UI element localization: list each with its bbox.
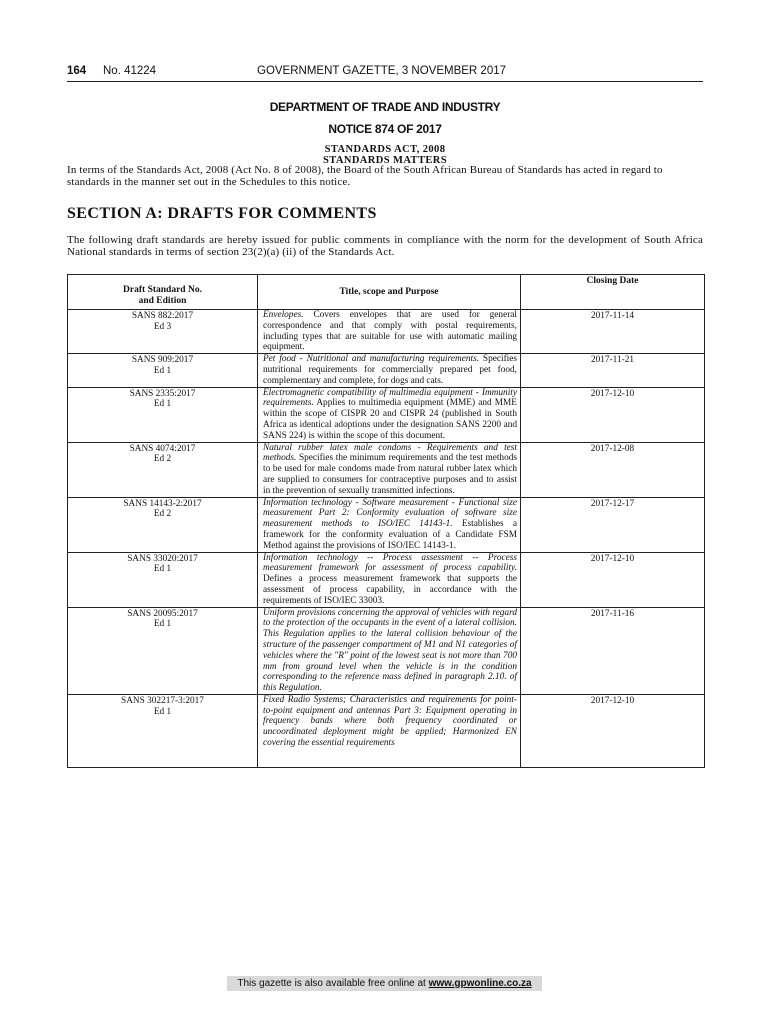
title-scope-cell [258, 310, 521, 354]
title-scope-cell [258, 552, 521, 607]
title-text: Information technology -- Process assessment -- Process measurement framework for assessment of process capability. [263, 552, 517, 574]
closing-date: 2017-12-10 [521, 387, 705, 442]
edition: Ed 1 [153, 399, 172, 410]
title-text: Electromagnetic compatibility of multimedia equipment - Immunity requirements. [263, 387, 517, 409]
department-heading: DEPARTMENT OF TRADE AND INDUSTRY [269, 100, 501, 114]
closing-date: 2017-12-17 [521, 497, 705, 552]
header-title: Title, scope and Purpose [258, 275, 521, 310]
table-row [68, 442, 705, 497]
header-standard-line1: Draft Standard No. [123, 285, 202, 295]
description-text: Specifies the minimum requirements and the test methods to be used for male condoms made from natural rubber latex which are supplied to consumers for contraceptive purposes and to assist in the prevention of sexually transmitted infections. [263, 453, 517, 496]
title-scope-cell [258, 694, 521, 767]
standard-number-cell [68, 607, 258, 694]
standard-number: SANS 4074:2017 [129, 443, 196, 454]
standard-number: SANS 909:2017 [131, 355, 194, 366]
table-row [68, 310, 705, 354]
title-scope-cell [258, 354, 521, 387]
draft-standards-table [67, 274, 705, 768]
description-text: Covers envelopes that are used for general correspondence and that comply with postal requirements, including types that are suitable for use with automatic mailing equipment. [263, 310, 517, 353]
standard-number-cell [68, 354, 258, 387]
edition: Ed 3 [153, 321, 172, 332]
standard-number: SANS 2335:2017 [129, 388, 196, 399]
table-body [68, 310, 705, 768]
table-row [68, 694, 705, 767]
description-text: Defines a process measurement framework that supports the assessment of process capability, in accordance with the requirements of ISO/IEC 33003. [263, 574, 517, 606]
footer-link[interactable]: www.gpwonline.co.za [428, 978, 532, 989]
standard-number: SANS 33020:2017 [127, 553, 198, 564]
standard-number-cell [68, 497, 258, 552]
standard-number: SANS 302217-3:2017 [121, 695, 204, 706]
title-text: Uniform provisions concerning the approval of vehicles with regard to the protection of the occupants in the event of a lateral collision. This Regulation applies to the lateral collision behaviour of the structure of the passenger compartment of M1 and N1 categories of vehicles where the "R" point of the lowest seat is not more than 700 mm from ground level when the vehicle is in the condition corresponding to the reference mass defined in paragraph 2.10. of this Regulation. [263, 607, 517, 694]
edition: Ed 2 [153, 454, 172, 465]
title-scope-cell [258, 497, 521, 552]
title-text: Fixed Radio Systems; Characteristics and requirements for point-to-point equipment and antennas Part 3: Equipment operating in frequency bands where both frequency coordinated or uncoordinated deployment might be applied; Harmonized EN covering the essential requirements [263, 694, 517, 749]
edition: Ed 2 [153, 509, 172, 520]
closing-date: 2017-11-21 [521, 354, 705, 387]
table-header-row [68, 275, 705, 310]
standard-number: SANS 882:2017 [131, 311, 194, 321]
header-rule [67, 81, 703, 82]
act-subtitle: STANDARDS MATTERS [323, 154, 447, 166]
edition: Ed 1 [153, 365, 172, 376]
title-text: Natural rubber latex male condoms - Requirements and test methods. [263, 442, 517, 464]
table-row [68, 354, 705, 387]
section-title: SECTION A: DRAFTS FOR COMMENTS [67, 205, 377, 222]
closing-date: 2017-11-14 [521, 310, 705, 354]
page-number: 164 [67, 65, 87, 77]
act-title: STANDARDS ACT, 2008 [324, 144, 446, 155]
description-text: Specifies nutritional requirements for commercially prepared pet food, complementary and complete, for dogs and cats. [263, 354, 517, 386]
closing-date: 2017-12-10 [521, 552, 705, 607]
title-scope-cell [258, 387, 521, 442]
description-text: Applies to multimedia equipment (MME) and MME within the scope of CISPR 20 and CISPR 24 (published in South Africa as identical adoptions under the designation SANS 2200 and SANS 224) is within the scope of this document. [263, 398, 517, 441]
table-row [68, 387, 705, 442]
standard-number-cell [68, 310, 258, 354]
publication-title: GOVERNMENT GAZETTE, 3 NOVEMBER 2017 [257, 65, 507, 77]
standard-number-cell [68, 552, 258, 607]
header-standard [68, 275, 258, 310]
act-heading [67, 145, 703, 166]
table-row [68, 607, 705, 694]
intro-paragraph: In terms of the Standards Act, 2008 (Act No. 8 of 2008), the Board of the South African Bureau of Standards has acted in regard to standards in the manner set out in the Schedules to this notice. [67, 164, 663, 188]
standard-number-cell [68, 387, 258, 442]
standard-number: SANS 20095:2017 [127, 608, 198, 619]
title-text: Envelopes. [263, 310, 304, 320]
edition: Ed 1 [153, 564, 172, 575]
lead-paragraph: The following draft standards are hereby issued for public comments in compliance with the norm for the development of South Africa National standards in terms of section 23(2)(a) (ii) of the Standards Act. [67, 234, 703, 258]
table-row [68, 552, 705, 607]
standard-number-cell [68, 442, 258, 497]
description-text: Establishes a framework for the conformity evaluation of a Candidate FSM Method against the provisions of ISO/IEC 14143-1. [263, 519, 518, 551]
title-text: Pet food - Nutritional and manufacturing requirements. [263, 354, 480, 365]
header-closing-date: Closing Date [521, 275, 705, 310]
running-header [67, 65, 703, 81]
footer-text: This gazette is also available free online at [237, 978, 429, 989]
header-standard-line2: and Edition [138, 295, 187, 306]
title-scope-cell [258, 607, 521, 694]
notice-heading: NOTICE 874 OF 2017 [328, 122, 442, 136]
standard-number-cell [68, 694, 258, 767]
title-scope-cell [258, 442, 521, 497]
table-row [68, 497, 705, 552]
closing-date: 2017-12-10 [521, 694, 705, 767]
footer-banner [227, 976, 542, 991]
title-text: Information technology - Software measurement - Functional size measurement Part 2: Conformity evaluation of software size measurement methods to ISO/IEC 14143-1. [263, 497, 517, 530]
issue-number: No. 41224 [103, 65, 157, 77]
closing-date: 2017-12-08 [521, 442, 705, 497]
edition: Ed 1 [153, 619, 172, 630]
edition: Ed 1 [153, 706, 172, 717]
closing-date: 2017-11-16 [521, 607, 705, 694]
standard-number: SANS 14143-2:2017 [123, 498, 202, 509]
